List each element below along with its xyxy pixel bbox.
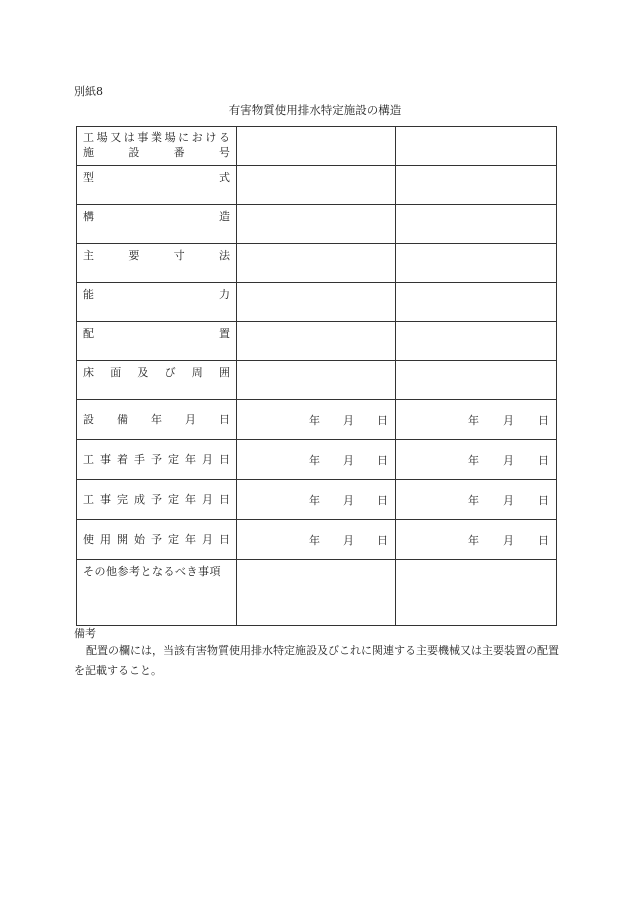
structure-field-2[interactable] [396, 205, 557, 244]
construction-start-field-1[interactable] [237, 440, 396, 480]
floor-field-1[interactable] [237, 361, 396, 400]
capacity-field-2[interactable] [396, 283, 557, 322]
day-unit: 日 [377, 533, 388, 547]
year-unit: 年 [468, 413, 479, 427]
year-unit: 年 [468, 493, 479, 507]
year-unit: 年 [309, 453, 320, 467]
floor-field-2[interactable] [396, 361, 557, 400]
year-unit: 年 [309, 493, 320, 507]
model-field-2[interactable] [396, 166, 557, 205]
installation-date-field-1[interactable] [237, 400, 396, 440]
row-model [77, 166, 557, 205]
year-unit: 年 [309, 533, 320, 547]
label-capacity: 能 力 [77, 283, 237, 322]
use-start-field-2[interactable] [396, 520, 557, 560]
row-layout [77, 322, 557, 361]
month-unit: 月 [503, 493, 514, 507]
day-unit: 日 [538, 453, 549, 467]
month-unit: 月 [343, 453, 354, 467]
other-field-1[interactable] [237, 560, 396, 626]
capacity-field-1[interactable] [237, 283, 396, 322]
day-unit: 日 [377, 493, 388, 507]
label-layout: 配 置 [77, 322, 237, 361]
row-floor [77, 361, 557, 400]
label-use-start: 使 用 開 始 予 定 年 月 日 [77, 520, 237, 560]
label-installation-date: 設 備 年 月 日 [77, 400, 237, 440]
form-title: 有害物質使用排水特定施設の構造 [228, 103, 402, 117]
year-unit: 年 [468, 533, 479, 547]
year-unit: 年 [309, 413, 320, 427]
structure-form-table [76, 126, 557, 626]
day-unit: 日 [538, 413, 549, 427]
label-structure: 構 造 [77, 205, 237, 244]
row-capacity [77, 283, 557, 322]
use-start-field-1[interactable] [237, 520, 396, 560]
month-unit: 月 [343, 493, 354, 507]
model-field-1[interactable] [237, 166, 396, 205]
row-installation-date [77, 400, 557, 440]
construction-start-field-2[interactable] [396, 440, 557, 480]
label-other: その他参考となるべき事項 [77, 560, 237, 626]
row-construction-start [77, 440, 557, 480]
notes-text: 配置の欄には，当該有害物質使用排水特定施設及びこれに関連する主要機械又は主要装置の配置を記載すること。 [74, 644, 559, 677]
other-field-2[interactable] [396, 560, 557, 626]
year-unit: 年 [468, 453, 479, 467]
label-dimensions: 主 要 寸 法 [77, 244, 237, 283]
facility-number-field-2[interactable] [396, 127, 557, 166]
facility-number-field-1[interactable] [237, 127, 396, 166]
notes-heading: 備考 [74, 627, 96, 640]
row-dimensions [77, 244, 557, 283]
row-other [77, 560, 557, 626]
layout-field-2[interactable] [396, 322, 557, 361]
row-facility-number [77, 127, 557, 166]
construction-complete-field-2[interactable] [396, 480, 557, 520]
month-unit: 月 [503, 453, 514, 467]
day-unit: 日 [538, 533, 549, 547]
row-construction-complete [77, 480, 557, 520]
installation-date-field-2[interactable] [396, 400, 557, 440]
label-floor: 床 面 及 び 周 囲 [77, 361, 237, 400]
form-number: 別紙8 [74, 85, 103, 98]
structure-field-1[interactable] [237, 205, 396, 244]
dimensions-field-1[interactable] [237, 244, 396, 283]
label-construction-start: 工 事 着 手 予 定 年 月 日 [77, 440, 237, 480]
construction-complete-field-1[interactable] [237, 480, 396, 520]
month-unit: 月 [343, 413, 354, 427]
month-unit: 月 [343, 533, 354, 547]
label-construction-complete: 工 事 完 成 予 定 年 月 日 [77, 480, 237, 520]
month-unit: 月 [503, 413, 514, 427]
day-unit: 日 [377, 453, 388, 467]
month-unit: 月 [503, 533, 514, 547]
row-structure [77, 205, 557, 244]
row-use-start [77, 520, 557, 560]
label-facility-number: 工 場 又 は 事 業 場 に お け る 施 設 番 号 [77, 127, 237, 166]
dimensions-field-2[interactable] [396, 244, 557, 283]
day-unit: 日 [538, 493, 549, 507]
layout-field-1[interactable] [237, 322, 396, 361]
day-unit: 日 [377, 413, 388, 427]
label-model: 型 式 [77, 166, 237, 205]
